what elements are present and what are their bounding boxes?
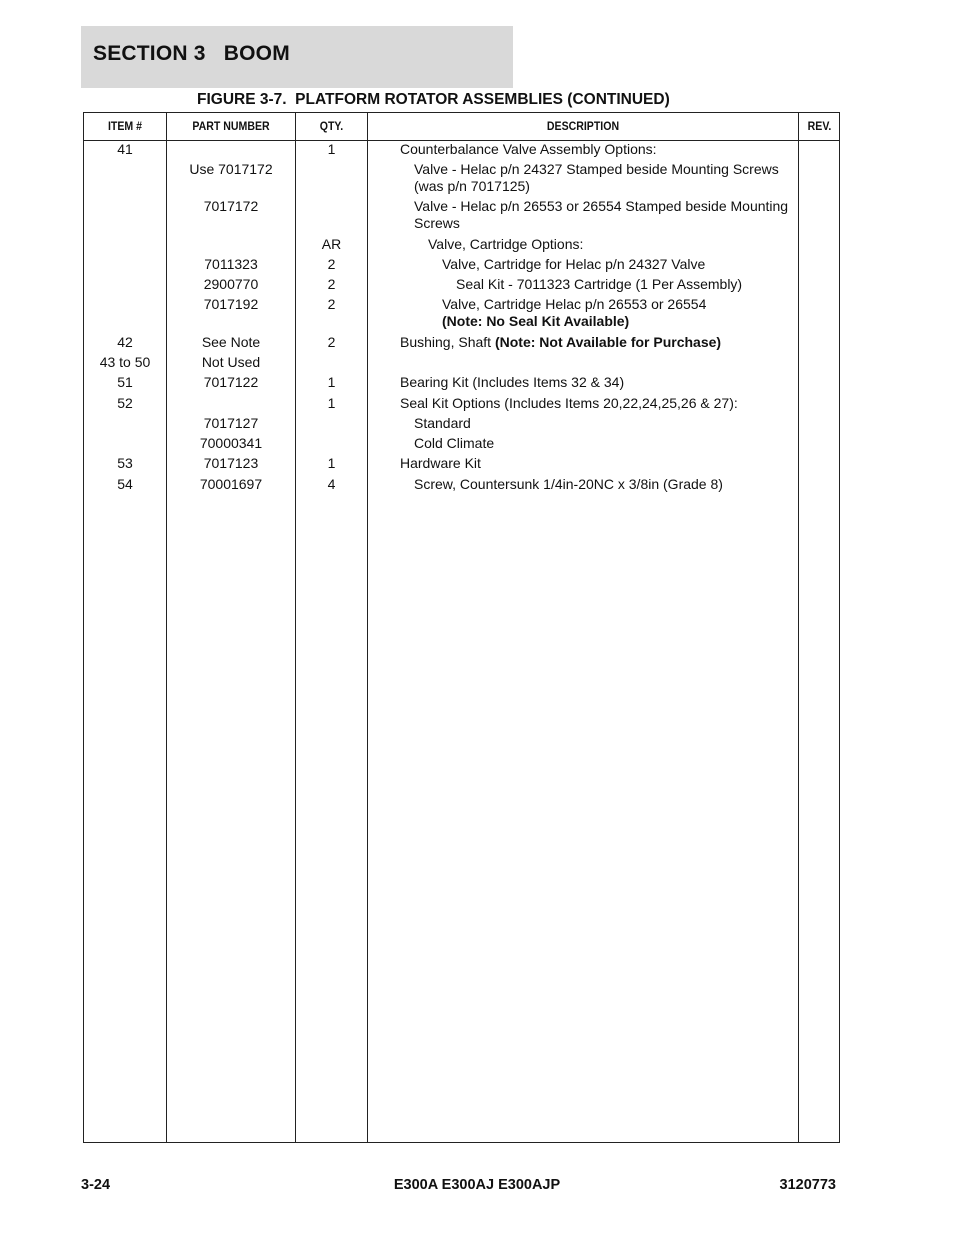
description: Seal Kit Options (Includes Items 20,22,24,25,26 & 27):	[400, 395, 738, 411]
column-header-qty: QTY.	[319, 119, 344, 133]
column-divider	[367, 113, 368, 1142]
part-number: 7017122	[203, 374, 259, 390]
quantity: 2	[327, 334, 336, 350]
quantity: AR	[321, 236, 342, 252]
figure-title: FIGURE 3-7. PLATFORM ROTATOR ASSEMBLIES (CONTINUED)	[197, 91, 670, 108]
quantity: 2	[327, 256, 336, 272]
description-line: Valve, Cartridge Helac p/n 26553 or 26554	[442, 296, 707, 312]
quantity: 1	[327, 141, 336, 157]
description: Seal Kit - 7011323 Cartridge (1 Per Assembly)	[456, 276, 743, 292]
quantity: 4	[327, 476, 336, 492]
description-line: Screws	[414, 215, 460, 231]
item-number: 51	[117, 374, 133, 390]
quantity: 2	[327, 276, 336, 292]
item-number: 42	[117, 334, 133, 350]
description: Hardware Kit	[400, 455, 481, 471]
description: Counterbalance Valve Assembly Options:	[400, 141, 657, 157]
column-header-rev: REV.	[807, 119, 832, 133]
part-number: 7017127	[203, 415, 259, 431]
page-number: 3-24	[81, 1177, 111, 1193]
column-header-item: ITEM #	[107, 119, 143, 133]
quantity: 1	[327, 395, 336, 411]
section-header	[81, 26, 513, 88]
model-numbers: E300A E300AJ E300AJP	[393, 1177, 561, 1193]
item-number: 43 to 50	[99, 354, 151, 370]
item-number: 54	[117, 476, 133, 492]
description: Bearing Kit (Includes Items 32 & 34)	[400, 374, 625, 390]
note-text: (Note: No Seal Kit Available)	[442, 313, 630, 329]
description-text: Bushing, Shaft	[400, 334, 495, 350]
part-number: 2900770	[203, 276, 259, 292]
document-number: 3120773	[779, 1177, 836, 1193]
item-number: 53	[117, 455, 133, 471]
description-line: Valve - Helac p/n 26553 or 26554 Stamped beside Mounting	[414, 198, 789, 214]
description-line: Valve - Helac p/n 24327 Stamped beside Mounting Screws	[414, 161, 779, 177]
note-text: (Note: Not Available for Purchase)	[494, 334, 722, 350]
description: Standard	[414, 415, 471, 431]
description	[400, 334, 800, 351]
part-number: Use 7017172	[189, 161, 273, 177]
description	[414, 161, 814, 195]
description	[442, 296, 842, 330]
description	[414, 198, 814, 232]
column-header-part-number: PART NUMBER	[192, 119, 270, 133]
quantity: 1	[327, 374, 336, 390]
part-number: See Note	[201, 334, 261, 350]
parts-table	[83, 112, 840, 1143]
description: Cold Climate	[414, 435, 495, 451]
part-number: 7017192	[203, 296, 259, 312]
item-number: 52	[117, 395, 133, 411]
quantity: 1	[327, 455, 336, 471]
column-header-description: DESCRIPTION	[546, 119, 620, 133]
item-number: 41	[117, 141, 133, 157]
part-number: 7011323	[204, 256, 258, 272]
description: Valve, Cartridge for Helac p/n 24327 Valve	[442, 256, 706, 272]
part-number: 7017172	[203, 198, 259, 214]
description-line: (was p/n 7017125)	[414, 178, 530, 194]
part-number: 70000341	[199, 435, 263, 451]
description: Screw, Countersunk 1/4in-20NC x 3/8in (Grade 8)	[414, 476, 723, 492]
part-number: 7017123	[203, 455, 259, 471]
description: Valve, Cartridge Options:	[428, 236, 584, 252]
part-number: Not Used	[201, 354, 261, 370]
part-number: 70001697	[199, 476, 263, 492]
section-title: SECTION 3 BOOM	[93, 42, 290, 65]
quantity: 2	[327, 296, 336, 312]
